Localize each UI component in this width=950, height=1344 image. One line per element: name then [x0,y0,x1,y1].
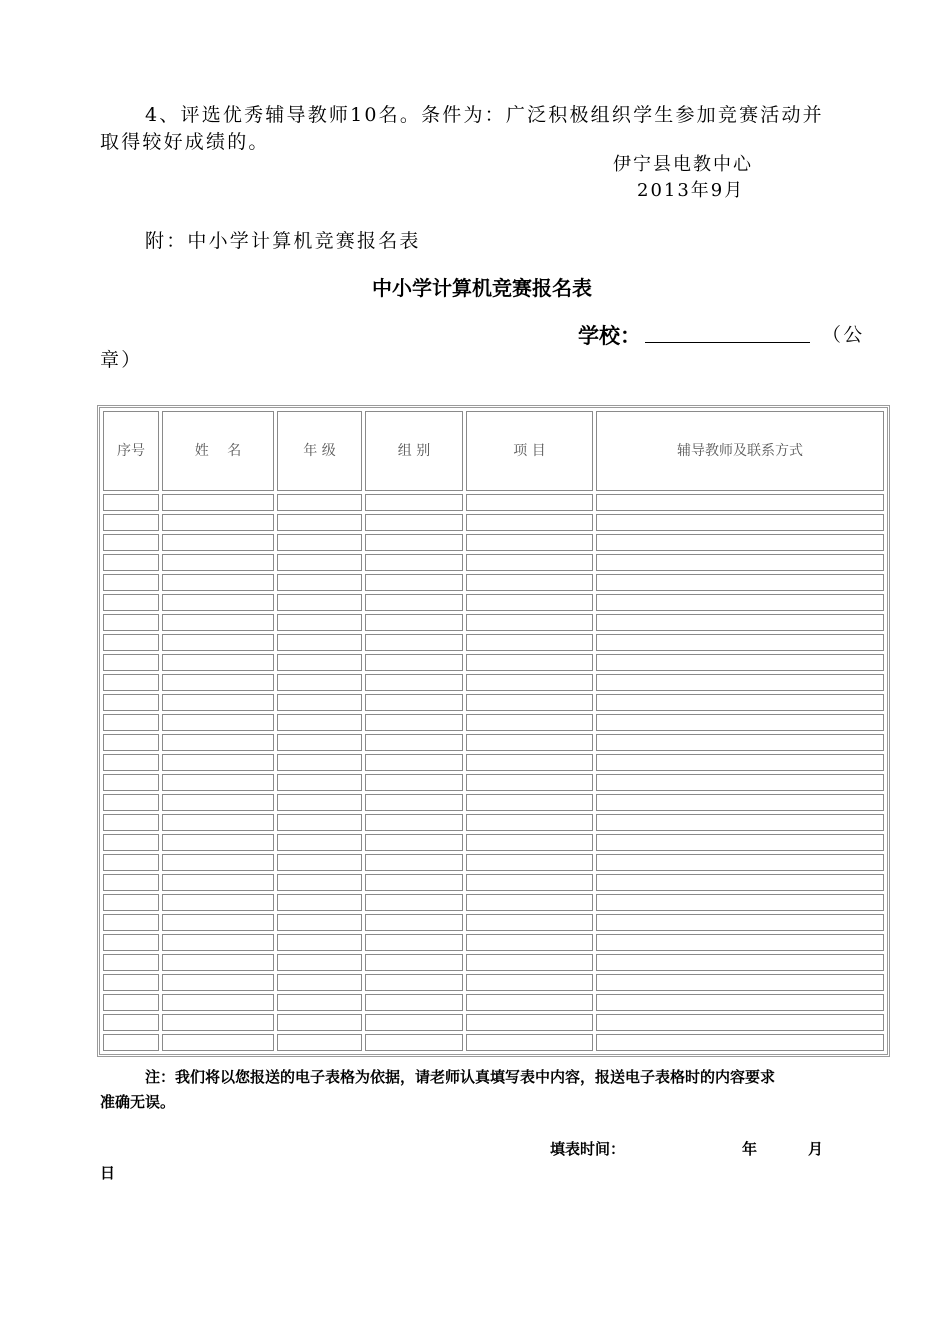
table-cell [162,634,274,651]
table-cell [103,994,159,1011]
fill-time-label: 填表时间： [550,1140,626,1158]
table-cell [466,814,593,831]
table-cell [596,754,884,771]
table-cell [103,694,159,711]
table-cell [365,614,463,631]
table-cell [596,914,884,931]
table-cell [365,514,463,531]
table-cell [466,494,593,511]
table-cell [365,574,463,591]
table-cell [162,494,274,511]
table-cell [466,694,593,711]
note-line2: 准确无误。 [100,1093,176,1111]
table-cell [162,594,274,611]
table-cell [277,734,362,751]
table-cell [466,554,593,571]
table-cell [162,674,274,691]
table-cell [162,854,274,871]
table-cell [103,734,159,751]
table-row [103,694,884,711]
table-row [103,1034,884,1051]
table-cell [277,634,362,651]
seal-open: （公 [822,324,865,346]
table-cell [277,514,362,531]
table-cell [162,954,274,971]
table-cell [466,994,593,1011]
table-cell [277,574,362,591]
table-cell [596,494,884,511]
table-cell [596,1014,884,1031]
table-cell [103,714,159,731]
table-cell [103,594,159,611]
table-cell [596,894,884,911]
table-cell [103,754,159,771]
table-cell [596,974,884,991]
table-cell [365,834,463,851]
table-cell [162,754,274,771]
table-header-row [103,411,884,491]
table-cell [162,814,274,831]
table-cell [277,894,362,911]
table-cell [365,734,463,751]
table-row [103,974,884,991]
table-row [103,654,884,671]
table-row [103,954,884,971]
table-cell [596,774,884,791]
table-cell [596,834,884,851]
table-cell [466,734,593,751]
table-cell [277,1014,362,1031]
table-cell [365,934,463,951]
registration-table [97,405,890,1057]
table-cell [365,674,463,691]
table-cell [466,954,593,971]
table-cell [365,654,463,671]
table-cell [162,654,274,671]
table-cell [365,534,463,551]
table-cell [365,994,463,1011]
table-cell [596,734,884,751]
table-cell [277,874,362,891]
table-cell [466,974,593,991]
attachment-label: 附：中小学计算机竞赛报名表 [145,230,421,252]
table-cell [365,974,463,991]
table-cell [162,894,274,911]
table-cell [103,574,159,591]
table-row [103,754,884,771]
table-row [103,934,884,951]
table-row [103,834,884,851]
table-cell [365,954,463,971]
table-cell [277,614,362,631]
table-cell [596,934,884,951]
table-cell [103,814,159,831]
table-cell [466,914,593,931]
table-cell [103,554,159,571]
table-cell [596,954,884,971]
table-row [103,534,884,551]
table-cell [277,854,362,871]
table-cell [466,1014,593,1031]
table-cell [466,934,593,951]
table-cell [162,1034,274,1051]
table-cell [466,594,593,611]
table-cell [103,794,159,811]
table-cell [277,774,362,791]
table-row [103,514,884,531]
table-row [103,614,884,631]
table-cell [466,534,593,551]
table-cell [103,674,159,691]
table-row [103,1014,884,1031]
notice-item4-line2: 取得较好成绩的。 [100,131,270,153]
table-cell [162,574,274,591]
table-cell [365,1034,463,1051]
table-cell [103,514,159,531]
column-header-serial: 序号 [103,411,159,491]
table-row [103,854,884,871]
table-cell [466,674,593,691]
table-cell [365,714,463,731]
table-cell [365,894,463,911]
table-cell [596,814,884,831]
table-cell [162,934,274,951]
table-cell [466,874,593,891]
table-cell [365,754,463,771]
table-row [103,914,884,931]
table-row [103,594,884,611]
table-cell [162,554,274,571]
table-cell [466,754,593,771]
table-cell [277,694,362,711]
table-cell [277,534,362,551]
table-row [103,734,884,751]
table-cell [162,914,274,931]
table-row [103,494,884,511]
table-cell [596,614,884,631]
school-field [578,320,810,350]
form-title: 中小学计算机竞赛报名表 [372,276,592,300]
table-cell [277,1034,362,1051]
table-cell [277,954,362,971]
table-row [103,994,884,1011]
table-row [103,634,884,651]
table-cell [596,694,884,711]
table-cell [596,574,884,591]
table-row [103,554,884,571]
table-cell [596,674,884,691]
table-cell [103,954,159,971]
table-cell [365,694,463,711]
table-cell [103,914,159,931]
school-blank [645,322,810,343]
notice-item4-line1: 4、评选优秀辅导教师10名。条件为：广泛积极组织学生参加竞赛活动并 [145,104,824,126]
column-header-group: 组 别 [365,411,463,491]
table-cell [103,834,159,851]
fill-time-year: 年 [742,1140,758,1158]
table-row [103,574,884,591]
table-cell [162,994,274,1011]
table-cell [162,734,274,751]
table-cell [162,714,274,731]
table-cell [162,794,274,811]
table-cell [596,1034,884,1051]
table-cell [596,534,884,551]
signature-date: 2013年9月 [637,180,745,201]
table-cell [596,714,884,731]
table-cell [277,714,362,731]
table-cell [365,554,463,571]
table-cell [162,614,274,631]
table-cell [103,534,159,551]
table-cell [103,634,159,651]
table-cell [103,1034,159,1051]
table-cell [162,774,274,791]
table-cell [103,1014,159,1031]
note-line1: 注：我们将以您报送的电子表格为依据，请老师认真填写表中内容，报送电子表格时的内容要求 [145,1068,776,1086]
table-cell [596,994,884,1011]
table-cell [466,834,593,851]
table-cell [365,494,463,511]
table-cell [596,874,884,891]
table-cell [365,854,463,871]
table-cell [103,874,159,891]
column-header-advisor-contact: 辅导教师及联系方式 [596,411,884,491]
table-cell [277,974,362,991]
table-cell [162,874,274,891]
table-cell [103,654,159,671]
school-label: 学校： [578,324,641,348]
table-cell [277,594,362,611]
fill-time-month: 月 [808,1140,824,1158]
table-cell [162,694,274,711]
table-cell [365,914,463,931]
table-cell [277,994,362,1011]
table-cell [365,814,463,831]
table-cell [277,494,362,511]
table-cell [466,774,593,791]
column-header-name: 姓 名 [162,411,274,491]
table-cell [103,934,159,951]
table-cell [277,814,362,831]
table-row [103,674,884,691]
table-cell [277,834,362,851]
table-cell [365,634,463,651]
table-cell [365,774,463,791]
table-cell [277,554,362,571]
table-row [103,874,884,891]
column-header-grade: 年 级 [277,411,362,491]
table-cell [277,914,362,931]
table-cell [365,594,463,611]
table-cell [162,534,274,551]
table-cell [162,1014,274,1031]
table-cell [277,754,362,771]
table-cell [103,774,159,791]
table-cell [103,974,159,991]
table-row [103,894,884,911]
table-cell [103,854,159,871]
table-cell [277,794,362,811]
table-cell [162,974,274,991]
table-cell [466,634,593,651]
table-cell [365,1014,463,1031]
column-header-event: 项 目 [466,411,593,491]
fill-time-day: 日 [100,1164,116,1182]
table-row [103,814,884,831]
table-cell [103,494,159,511]
table-cell [596,554,884,571]
table-row [103,774,884,791]
table-cell [466,1034,593,1051]
table-cell [466,854,593,871]
table-cell [365,794,463,811]
signature-organization: 伊宁县电教中心 [613,154,753,175]
table-cell [277,934,362,951]
table-cell [103,614,159,631]
table-cell [596,854,884,871]
table-cell [466,894,593,911]
table-cell [277,654,362,671]
table-cell [162,514,274,531]
table-cell [596,514,884,531]
table-cell [466,714,593,731]
table-cell [277,674,362,691]
table-row [103,714,884,731]
table-cell [596,594,884,611]
table-cell [466,794,593,811]
table-cell [365,874,463,891]
table-row [103,794,884,811]
table-cell [103,894,159,911]
table-cell [162,834,274,851]
seal-close: 章） [100,349,143,371]
table-cell [596,794,884,811]
table-cell [466,654,593,671]
table-cell [596,654,884,671]
table-cell [596,634,884,651]
table-cell [466,614,593,631]
table-cell [466,574,593,591]
table-cell [466,514,593,531]
